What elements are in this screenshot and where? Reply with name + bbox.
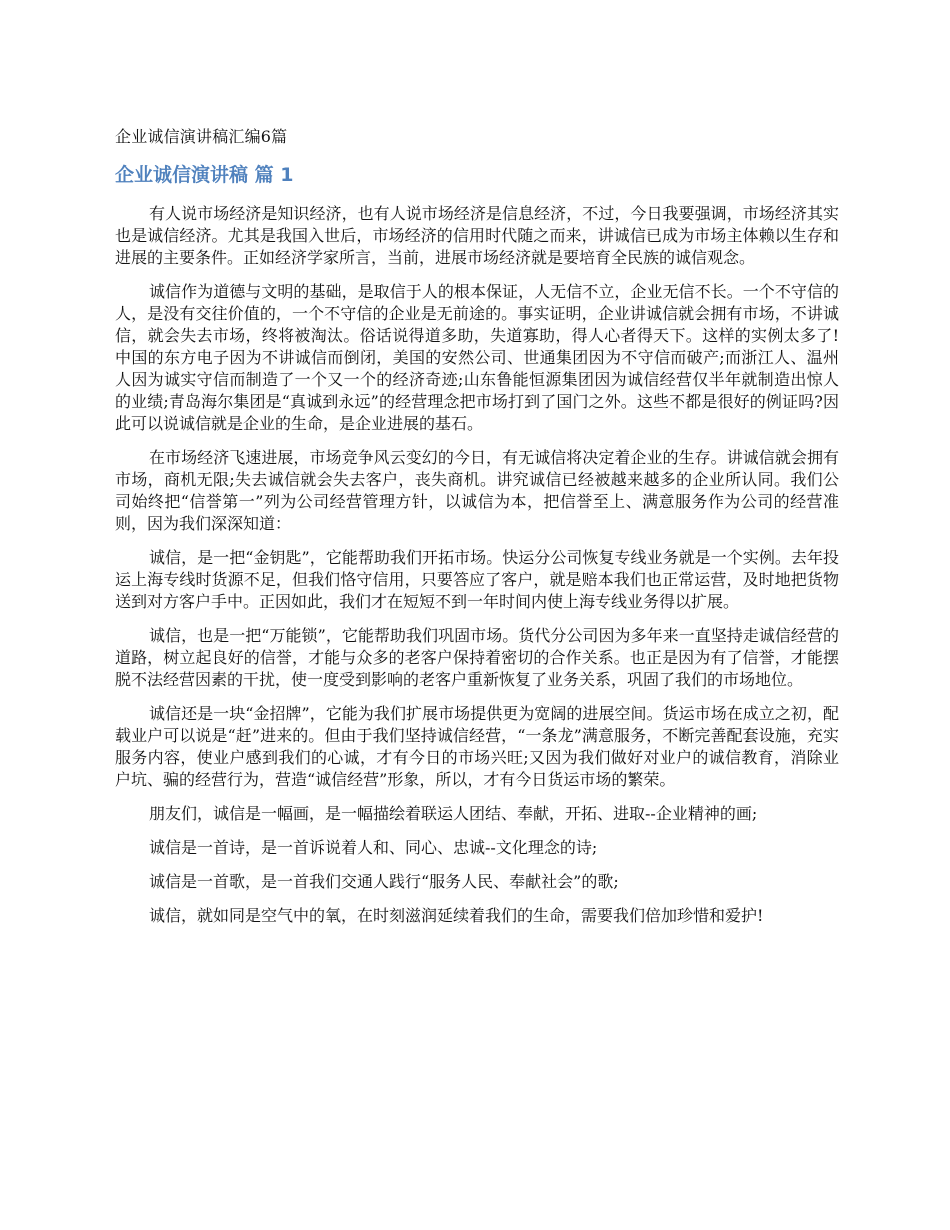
paragraph: 诚信是一首诗，是一首诉说着人和、同心、忠诚--文化理念的诗;: [149, 838, 598, 857]
paragraph: 诚信，就如同是空气中的氧，在时刻滋润延续着我们的生命，需要我们倍加珍惜和爱护!: [149, 906, 764, 925]
paragraph: 在市场经济飞速进展，市场竞争风云变幻的今日，有无诚信将决定着企业的生存。讲诚信就会拥有市场，商机无限;失去诚信就会失去客户，丧失商机。讲究诚信已经被越来越多的企业所认同。我们公司始终把“信誉第一”列为公司经营管理方针，以诚信为本，把信誉至上、满意服务作为公司的经营准则，因为我们深深知道：: [115, 448, 839, 533]
paragraph: 有人说市场经济是知识经济，也有人说市场经济是信息经济，不过，今日我要强调，市场经济其实也是诚信经济。尤其是我国入世后，市场经济的信用时代随之而来，讲诚信已成为市场主体赖以生存和进展的主要条件。正如经济学家所言，当前，进展市场经济就是要培育全民族的诚信观念。: [115, 204, 839, 267]
document-body: [115, 203, 839, 939]
paragraph: 诚信是一首歌，是一首我们交通人践行“服务人民、奉献社会”的歌;: [149, 872, 619, 891]
paragraph: 诚信还是一块“金招牌”，它能为我们扩展市场提供更为宽阔的进展空间。货运市场在成立之初，配载业户可以说是“赶”进来的。但由于我们坚持诚信经营，“一条龙”满意服务，不断完善配套设施，充实服务内容，使业户感到我们的心诚，才有今日的市场兴旺;又因为我们做好对业户的诚信教育，消除业户坑、骗的经营行为，营造“诚信经营”形象，所以，才有今日货运市场的繁荣。: [115, 704, 839, 789]
section-heading: 企业诚信演讲稿 篇 1: [115, 164, 294, 186]
paragraph: 诚信，是一把“金钥匙”，它能帮助我们开拓市场。快运分公司恢复专线业务就是一个实例。去年投运上海专线时货源不足，但我们恪守信用，只要答应了客户，就是赔本我们也正常运营，及时地把货物送到对方客户手中。正因如此，我们才在短短不到一年时间内使上海专线业务得以扩展。: [115, 548, 839, 611]
paragraph: 诚信，也是一把“万能锁”，它能帮助我们巩固市场。货代分公司因为多年来一直坚持走诚信经营的道路，树立起良好的信誉，才能与众多的老客户保持着密切的合作关系。也正是因为有了信誉，才能摆脱不法经营因素的干扰，使一度受到影响的老客户重新恢复了业务关系，巩固了我们的市场地位。: [115, 626, 839, 689]
paragraph: 朋友们，诚信是一幅画，是一幅描绘着联运人团结、奉献，开拓、进取--企业精神的画;: [149, 804, 758, 823]
paragraph: 诚信作为道德与文明的基础，是取信于人的根本保证，人无信不立，企业无信不长。一个不守信的人，是没有交往价值的，一个不守信的企业是无前途的。事实证明，企业讲诚信就会拥有市场，不讲诚信，就会失去市场，终将被淘汰。俗话说得道多助，失道寡助，得人心者得天下。这样的实例太多了!中国的东方电子因为不讲诚信而倒闭，美国的安然公司、世通集团因为不守信而破产;而浙江人、温州人因为诚实守信而制造了一个又一个的经济奇迹;山东鲁能恒源集团因为诚信经营仅半年就制造出惊人的业绩;青岛海尔集团是“真诚到永远”的经营理念把市场打到了国门之外。这些不都是很好的例证吗?因此可以说诚信就是企业的生命，是企业进展的基石。: [115, 282, 839, 433]
document-title: 企业诚信演讲稿汇编6篇: [115, 127, 288, 146]
